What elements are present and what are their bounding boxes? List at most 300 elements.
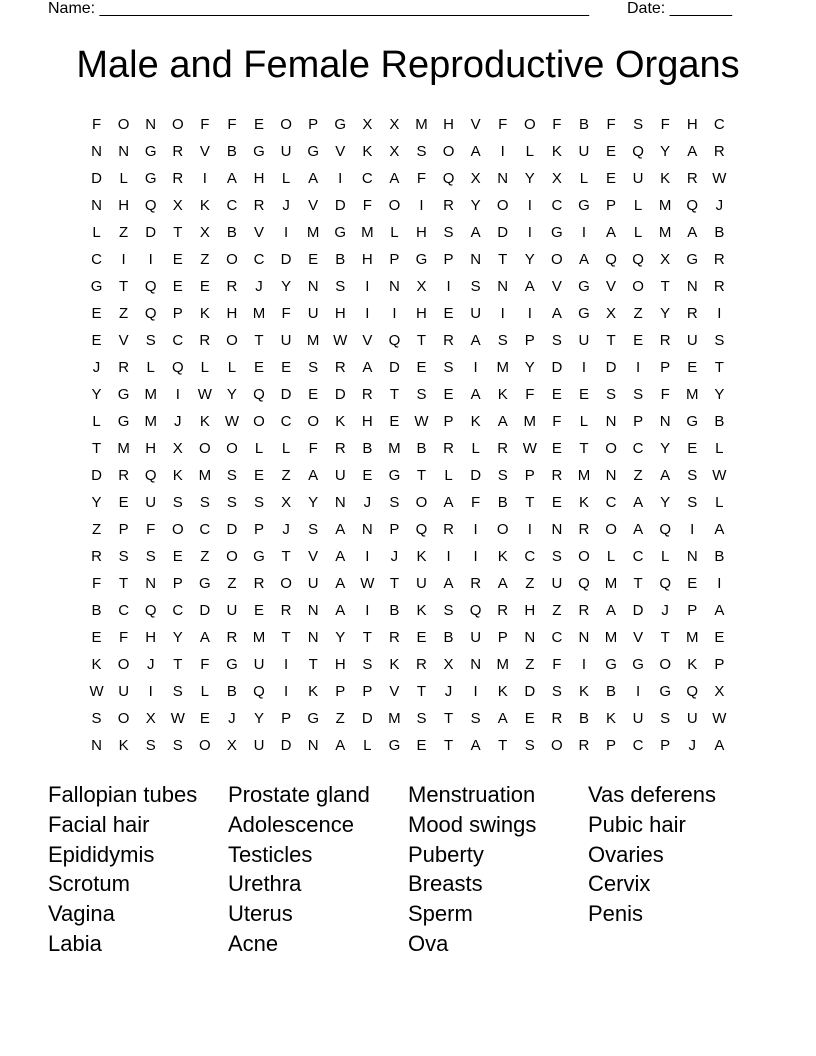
grid-letter[interactable]: E xyxy=(551,386,562,403)
grid-letter[interactable]: E xyxy=(199,278,210,295)
grid-letter[interactable]: D xyxy=(388,359,400,376)
grid-letter[interactable]: O xyxy=(551,737,563,754)
grid-letter[interactable]: U xyxy=(470,629,482,646)
grid-letter[interactable]: X xyxy=(226,737,237,754)
grid-letter[interactable]: R xyxy=(199,332,211,349)
grid-letter[interactable]: I xyxy=(175,386,180,403)
grid-letter[interactable]: Y xyxy=(660,305,671,322)
grid-letter[interactable]: X xyxy=(443,656,454,673)
grid-letter[interactable]: B xyxy=(497,494,508,511)
grid-letter[interactable]: F xyxy=(91,575,102,592)
grid-letter[interactable]: Z xyxy=(91,521,102,538)
grid-letter[interactable]: U xyxy=(145,494,157,511)
grid-letter[interactable]: V xyxy=(199,143,210,160)
grid-letter[interactable]: A xyxy=(335,602,346,619)
grid-letter[interactable]: O xyxy=(171,116,184,133)
grid-letter[interactable]: O xyxy=(226,332,238,349)
grid-letter[interactable]: D xyxy=(470,467,482,484)
grid-letter[interactable]: S xyxy=(551,548,562,565)
grid-letter[interactable]: Y xyxy=(172,629,183,646)
grid-letter[interactable]: R xyxy=(659,332,671,349)
grid-letter[interactable]: S xyxy=(308,359,319,376)
grid-letter[interactable]: Z xyxy=(633,467,643,484)
grid-letter[interactable]: T xyxy=(416,683,427,700)
grid-letter[interactable]: A xyxy=(470,737,481,754)
grid-letter[interactable]: B xyxy=(578,710,589,727)
grid-letter[interactable]: R xyxy=(416,656,427,673)
grid-letter[interactable]: S xyxy=(714,332,725,349)
grid-letter[interactable]: R xyxy=(172,143,184,160)
grid-letter[interactable]: L xyxy=(281,440,291,457)
grid-letter[interactable]: G xyxy=(686,413,699,430)
grid-letter[interactable]: R xyxy=(713,143,725,160)
grid-letter[interactable]: G xyxy=(415,251,428,268)
grid-letter[interactable]: P xyxy=(606,197,617,214)
grid-letter[interactable]: M xyxy=(658,224,672,241)
grid-letter[interactable]: A xyxy=(335,737,346,754)
grid-letter[interactable]: S xyxy=(226,467,237,484)
grid-letter[interactable]: P xyxy=(335,683,346,700)
grid-letter[interactable]: E xyxy=(714,629,725,646)
grid-letter[interactable]: S xyxy=(118,548,129,565)
grid-letter[interactable]: P xyxy=(254,521,265,538)
grid-letter[interactable]: O xyxy=(388,197,401,214)
grid-letter[interactable]: S xyxy=(389,494,400,511)
grid-letter[interactable]: U xyxy=(334,467,346,484)
grid-letter[interactable]: B xyxy=(335,251,346,268)
grid-letter[interactable]: B xyxy=(443,629,454,646)
grid-letter[interactable]: O xyxy=(253,413,265,430)
grid-letter[interactable]: A xyxy=(443,494,454,511)
grid-letter[interactable]: F xyxy=(200,116,210,133)
grid-letter[interactable]: N xyxy=(686,278,698,295)
date-field-label[interactable]: Date: _______ xyxy=(627,0,732,17)
grid-letter[interactable]: B xyxy=(226,683,237,700)
grid-letter[interactable]: A xyxy=(633,494,644,511)
grid-letter[interactable]: A xyxy=(335,521,346,538)
grid-letter[interactable]: C xyxy=(199,521,211,538)
grid-letter[interactable]: T xyxy=(660,278,670,295)
grid-letter[interactable]: G xyxy=(117,413,130,430)
grid-letter[interactable]: L xyxy=(281,170,291,187)
grid-letter[interactable]: S xyxy=(633,116,644,133)
grid-letter[interactable]: I xyxy=(338,170,343,187)
grid-letter[interactable]: A xyxy=(524,278,535,295)
grid-letter[interactable]: Z xyxy=(200,548,210,565)
grid-letter[interactable]: G xyxy=(253,143,265,160)
grid-letter[interactable]: I xyxy=(284,656,289,673)
grid-letter[interactable]: Q xyxy=(253,683,265,700)
grid-letter[interactable]: K xyxy=(335,413,346,430)
grid-letter[interactable]: P xyxy=(687,602,698,619)
grid-letter[interactable]: O xyxy=(632,278,644,295)
grid-letter[interactable]: K xyxy=(497,683,508,700)
grid-letter[interactable]: O xyxy=(226,548,238,565)
grid-letter[interactable]: W xyxy=(89,683,104,700)
grid-letter[interactable]: B xyxy=(226,143,237,160)
grid-letter[interactable]: R xyxy=(578,602,590,619)
grid-letter[interactable]: Y xyxy=(281,278,292,295)
grid-letter[interactable]: V xyxy=(389,683,400,700)
grid-letter[interactable]: Y xyxy=(470,197,481,214)
grid-letter[interactable]: R xyxy=(551,710,563,727)
grid-letter[interactable]: I xyxy=(527,305,532,322)
grid-letter[interactable]: I xyxy=(473,521,478,538)
grid-letter[interactable]: S xyxy=(172,737,183,754)
grid-letter[interactable]: X xyxy=(172,197,183,214)
grid-letter[interactable]: L xyxy=(146,359,155,376)
grid-letter[interactable]: C xyxy=(713,116,725,133)
grid-letter[interactable]: P xyxy=(308,116,319,133)
grid-letter[interactable]: R xyxy=(470,575,482,592)
grid-letter[interactable]: G xyxy=(605,656,617,673)
grid-letter[interactable]: W xyxy=(197,386,212,403)
grid-letter[interactable]: N xyxy=(551,521,563,538)
grid-letter[interactable]: S xyxy=(362,656,373,673)
grid-letter[interactable]: F xyxy=(552,656,562,673)
grid-letter[interactable]: T xyxy=(443,737,454,754)
grid-letter[interactable]: I xyxy=(581,359,587,376)
grid-letter[interactable]: X xyxy=(389,143,400,160)
grid-letter[interactable]: G xyxy=(144,143,157,160)
grid-letter[interactable]: P xyxy=(118,521,129,538)
grid-letter[interactable]: G xyxy=(578,305,590,322)
grid-letter[interactable]: X xyxy=(551,170,562,187)
grid-letter[interactable]: O xyxy=(117,656,130,673)
grid-letter[interactable]: T xyxy=(443,710,454,727)
grid-letter[interactable]: G xyxy=(334,116,347,133)
grid-letter[interactable]: Y xyxy=(524,251,535,268)
grid-letter[interactable]: I xyxy=(284,683,289,700)
grid-letter[interactable]: Q xyxy=(605,251,617,268)
grid-letter[interactable]: A xyxy=(497,710,508,727)
grid-letter[interactable]: I xyxy=(365,602,370,619)
grid-letter[interactable]: Y xyxy=(226,386,237,403)
grid-letter[interactable]: D xyxy=(334,197,346,214)
grid-letter[interactable]: G xyxy=(551,224,563,241)
grid-letter[interactable]: G xyxy=(632,656,644,673)
grid-letter[interactable]: S xyxy=(470,710,481,727)
grid-letter[interactable]: M xyxy=(252,305,266,322)
grid-letter[interactable]: P xyxy=(443,413,454,430)
grid-letter[interactable]: M xyxy=(144,413,157,430)
grid-letter[interactable]: M xyxy=(604,575,618,592)
grid-letter[interactable]: T xyxy=(498,251,508,268)
grid-letter[interactable]: E xyxy=(172,548,183,565)
grid-letter[interactable]: Q xyxy=(415,521,428,538)
grid-letter[interactable]: D xyxy=(226,521,238,538)
grid-letter[interactable]: L xyxy=(579,413,589,430)
grid-letter[interactable]: Q xyxy=(388,332,401,349)
grid-letter[interactable]: E xyxy=(443,386,454,403)
grid-letter[interactable]: R xyxy=(713,278,725,295)
grid-letter[interactable]: F xyxy=(552,116,562,133)
grid-letter[interactable]: O xyxy=(496,197,509,214)
grid-letter[interactable]: X xyxy=(281,494,292,511)
grid-letter[interactable]: N xyxy=(470,656,482,673)
grid-letter[interactable]: K xyxy=(497,548,508,565)
grid-letter[interactable]: E xyxy=(91,305,102,322)
grid-letter[interactable]: G xyxy=(334,224,347,241)
grid-letter[interactable]: H xyxy=(334,305,346,322)
grid-letter[interactable]: L xyxy=(579,170,589,187)
grid-letter[interactable]: G xyxy=(307,143,319,160)
grid-letter[interactable]: C xyxy=(91,251,102,268)
grid-letter[interactable]: M xyxy=(658,197,672,214)
grid-letter[interactable]: P xyxy=(281,710,292,727)
grid-letter[interactable]: N xyxy=(497,278,509,295)
grid-letter[interactable]: A xyxy=(714,602,725,619)
grid-letter[interactable]: A xyxy=(497,575,508,592)
grid-letter[interactable]: M xyxy=(144,386,157,403)
grid-letter[interactable]: E xyxy=(118,494,129,511)
grid-letter[interactable]: P xyxy=(443,251,454,268)
grid-letter[interactable]: R xyxy=(226,629,238,646)
grid-letter[interactable]: Q xyxy=(632,251,644,268)
grid-letter[interactable]: M xyxy=(388,710,401,727)
grid-letter[interactable]: I xyxy=(527,521,532,538)
grid-letter[interactable]: P xyxy=(362,683,373,700)
grid-letter[interactable]: T xyxy=(498,737,508,754)
grid-letter[interactable]: E xyxy=(416,737,427,754)
grid-letter[interactable]: B xyxy=(91,602,102,619)
grid-letter[interactable]: S xyxy=(660,710,671,727)
grid-letter[interactable]: E xyxy=(524,710,535,727)
grid-letter[interactable]: D xyxy=(605,359,617,376)
grid-letter[interactable]: S xyxy=(416,143,427,160)
grid-letter[interactable]: M xyxy=(577,467,591,484)
grid-letter[interactable]: O xyxy=(280,116,292,133)
grid-letter[interactable]: O xyxy=(226,251,238,268)
grid-letter[interactable]: I xyxy=(717,575,722,592)
grid-letter[interactable]: V xyxy=(254,224,265,241)
grid-letter[interactable]: R xyxy=(118,359,130,376)
grid-letter[interactable]: K xyxy=(199,305,210,322)
grid-letter[interactable]: E xyxy=(254,359,265,376)
grid-letter[interactable]: C xyxy=(632,737,644,754)
grid-letter[interactable]: I xyxy=(473,683,478,700)
grid-letter[interactable]: T xyxy=(389,386,399,403)
grid-letter[interactable]: P xyxy=(524,332,535,349)
grid-letter[interactable]: I xyxy=(473,548,478,565)
grid-letter[interactable]: U xyxy=(253,737,265,754)
grid-letter[interactable]: X xyxy=(416,278,427,295)
grid-letter[interactable]: U xyxy=(686,710,698,727)
grid-letter[interactable]: R xyxy=(226,278,238,295)
grid-letter[interactable]: I xyxy=(365,548,370,565)
grid-letter[interactable]: K xyxy=(470,413,481,430)
grid-letter[interactable]: W xyxy=(712,170,727,187)
grid-letter[interactable]: E xyxy=(199,710,210,727)
grid-letter[interactable]: K xyxy=(687,656,698,673)
grid-letter[interactable]: I xyxy=(636,683,641,700)
grid-letter[interactable]: N xyxy=(470,251,482,268)
grid-letter[interactable]: S xyxy=(91,710,102,727)
grid-letter[interactable]: B xyxy=(226,224,237,241)
grid-letter[interactable]: E xyxy=(281,359,292,376)
grid-letter[interactable]: I xyxy=(500,143,505,160)
grid-letter[interactable]: L xyxy=(715,494,724,511)
grid-letter[interactable]: I xyxy=(419,197,424,214)
grid-letter[interactable]: O xyxy=(171,521,184,538)
grid-letter[interactable]: N xyxy=(497,170,509,187)
grid-letter[interactable]: L xyxy=(633,197,643,214)
grid-letter[interactable]: Q xyxy=(659,575,672,592)
grid-letter[interactable]: P xyxy=(389,521,400,538)
grid-letter[interactable]: T xyxy=(362,629,372,646)
grid-letter[interactable]: L xyxy=(200,683,210,700)
grid-letter[interactable]: F xyxy=(91,116,102,133)
grid-letter[interactable]: S xyxy=(145,332,156,349)
grid-letter[interactable]: W xyxy=(414,413,429,430)
grid-letter[interactable]: A xyxy=(199,629,210,646)
grid-letter[interactable]: C xyxy=(172,602,184,619)
grid-letter[interactable]: E xyxy=(254,467,265,484)
grid-letter[interactable]: J xyxy=(228,710,236,727)
grid-letter[interactable]: A xyxy=(470,386,481,403)
grid-letter[interactable]: K xyxy=(199,413,210,430)
grid-letter[interactable]: S xyxy=(416,710,427,727)
grid-letter[interactable]: E xyxy=(443,305,454,322)
grid-letter[interactable]: D xyxy=(280,386,292,403)
grid-letter[interactable]: S xyxy=(443,359,454,376)
grid-letter[interactable]: A xyxy=(362,359,373,376)
grid-letter[interactable]: F xyxy=(281,305,291,322)
grid-letter[interactable]: I xyxy=(581,224,587,241)
grid-letter[interactable]: U xyxy=(307,305,319,322)
grid-letter[interactable]: S xyxy=(687,467,698,484)
grid-letter[interactable]: F xyxy=(362,197,372,214)
grid-letter[interactable]: R xyxy=(388,629,400,646)
grid-letter[interactable]: O xyxy=(307,413,319,430)
grid-letter[interactable]: E xyxy=(254,602,265,619)
grid-letter[interactable]: I xyxy=(717,305,722,322)
grid-letter[interactable]: A xyxy=(606,602,617,619)
grid-letter[interactable]: T xyxy=(173,224,183,241)
grid-letter[interactable]: D xyxy=(280,737,292,754)
grid-letter[interactable]: C xyxy=(118,602,130,619)
grid-letter[interactable]: M xyxy=(686,386,699,403)
grid-letter[interactable]: E xyxy=(91,629,102,646)
grid-letter[interactable]: A xyxy=(335,548,346,565)
grid-letter[interactable]: E xyxy=(172,251,183,268)
grid-letter[interactable]: N xyxy=(307,602,319,619)
grid-letter[interactable]: J xyxy=(688,737,696,754)
grid-letter[interactable]: L xyxy=(606,548,616,565)
grid-letter[interactable]: G xyxy=(117,386,130,403)
grid-letter[interactable]: S xyxy=(145,548,156,565)
grid-letter[interactable]: N xyxy=(334,494,346,511)
grid-letter[interactable]: K xyxy=(172,467,183,484)
grid-letter[interactable]: Y xyxy=(524,170,535,187)
grid-letter[interactable]: L xyxy=(390,224,399,241)
grid-letter[interactable]: Q xyxy=(686,683,699,700)
grid-letter[interactable]: Q xyxy=(659,521,672,538)
grid-letter[interactable]: K xyxy=(497,386,508,403)
grid-letter[interactable]: D xyxy=(524,683,536,700)
grid-letter[interactable]: A xyxy=(714,737,725,754)
grid-letter[interactable]: D xyxy=(497,224,509,241)
grid-letter[interactable]: G xyxy=(388,467,401,484)
grid-letter[interactable]: K xyxy=(660,170,671,187)
grid-letter[interactable]: R xyxy=(280,602,292,619)
grid-letter[interactable]: M xyxy=(306,332,320,349)
grid-letter[interactable]: H xyxy=(361,251,373,268)
grid-letter[interactable]: M xyxy=(523,413,537,430)
grid-letter[interactable]: A xyxy=(470,224,481,241)
grid-letter[interactable]: T xyxy=(173,656,183,673)
grid-letter[interactable]: W xyxy=(170,710,185,727)
grid-letter[interactable]: X xyxy=(660,251,671,268)
grid-letter[interactable]: I xyxy=(284,224,289,241)
grid-letter[interactable]: S xyxy=(443,224,454,241)
grid-letter[interactable]: T xyxy=(525,494,535,511)
grid-letter[interactable]: H xyxy=(443,116,454,133)
grid-letter[interactable]: G xyxy=(686,251,699,268)
grid-letter[interactable]: U xyxy=(280,143,292,160)
grid-letter[interactable]: N xyxy=(307,629,319,646)
grid-letter[interactable]: Y xyxy=(91,386,102,403)
grid-letter[interactable]: E xyxy=(308,251,319,268)
grid-letter[interactable]: A xyxy=(308,170,319,187)
grid-letter[interactable]: U xyxy=(470,305,482,322)
grid-letter[interactable]: U xyxy=(307,575,319,592)
grid-letter[interactable]: R xyxy=(497,440,509,457)
grid-letter[interactable]: A xyxy=(633,521,644,538)
grid-letter[interactable]: S xyxy=(254,494,265,511)
grid-letter[interactable]: C xyxy=(226,197,238,214)
grid-letter[interactable]: S xyxy=(606,386,617,403)
grid-letter[interactable]: S xyxy=(687,494,698,511)
grid-letter[interactable]: E xyxy=(362,467,373,484)
grid-letter[interactable]: X xyxy=(199,224,210,241)
grid-letter[interactable]: S xyxy=(524,737,535,754)
grid-letter[interactable]: I xyxy=(202,170,207,187)
grid-letter[interactable]: S xyxy=(551,683,562,700)
grid-letter[interactable]: A xyxy=(551,305,562,322)
grid-letter[interactable]: A xyxy=(687,224,698,241)
grid-letter[interactable]: I xyxy=(527,224,532,241)
grid-letter[interactable]: H xyxy=(361,413,373,430)
grid-letter[interactable]: S xyxy=(335,278,346,295)
grid-letter[interactable]: A xyxy=(389,170,400,187)
grid-letter[interactable]: Y xyxy=(335,629,346,646)
grid-letter[interactable]: U xyxy=(118,683,130,700)
grid-letter[interactable]: F xyxy=(200,656,210,673)
grid-letter[interactable]: N xyxy=(686,548,698,565)
grid-letter[interactable]: Q xyxy=(578,575,590,592)
grid-letter[interactable]: C xyxy=(605,494,617,511)
grid-letter[interactable]: L xyxy=(633,224,643,241)
grid-letter[interactable]: B xyxy=(714,413,725,430)
grid-letter[interactable]: Q xyxy=(144,278,157,295)
grid-letter[interactable]: T xyxy=(254,332,264,349)
grid-letter[interactable]: Z xyxy=(525,656,535,673)
grid-letter[interactable]: T xyxy=(91,440,102,457)
grid-letter[interactable]: L xyxy=(661,548,670,565)
grid-letter[interactable]: R xyxy=(443,197,454,214)
grid-letter[interactable]: J xyxy=(715,197,724,214)
grid-letter[interactable]: R xyxy=(578,521,590,538)
grid-letter[interactable]: D xyxy=(199,602,211,619)
grid-letter[interactable]: O xyxy=(605,440,617,457)
grid-letter[interactable]: E xyxy=(606,143,617,160)
grid-letter[interactable]: C xyxy=(280,413,292,430)
grid-letter[interactable]: O xyxy=(442,143,455,160)
grid-letter[interactable]: H xyxy=(334,656,346,673)
grid-letter[interactable]: Y xyxy=(524,359,535,376)
grid-letter[interactable]: V xyxy=(551,278,562,295)
